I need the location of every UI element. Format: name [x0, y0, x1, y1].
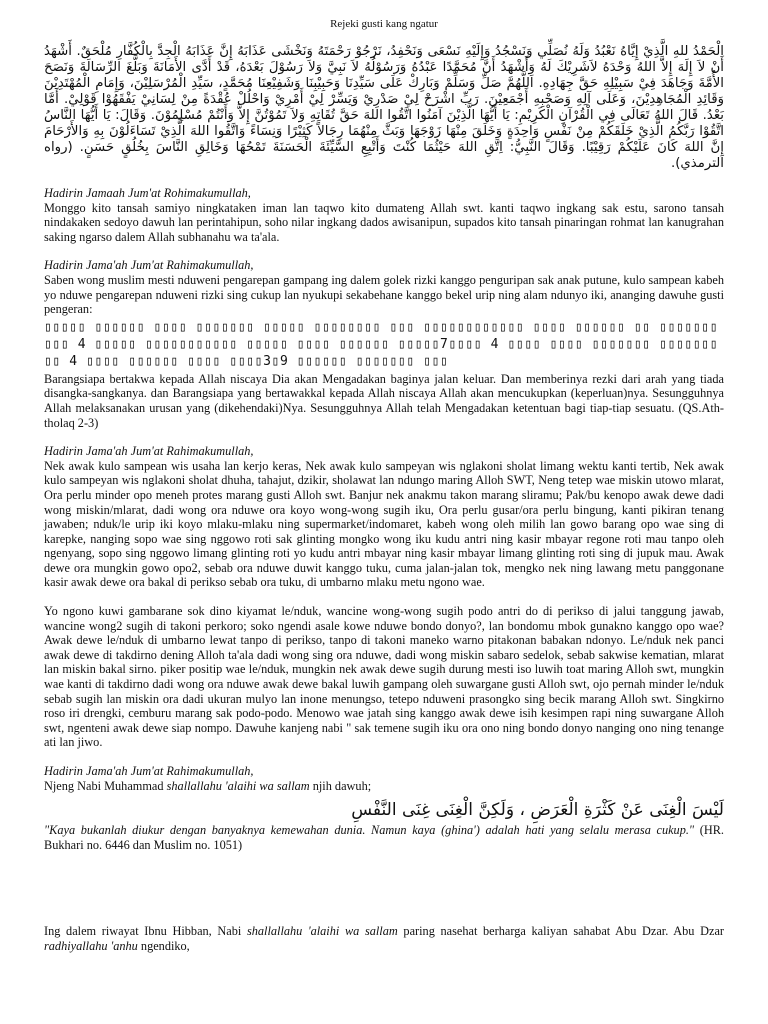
quran-verse-unrendered: ▯▯▯▯▯ ▯▯▯▯▯▯ ▯▯▯▯ ▯▯▯▯▯▯▯ ▯▯▯▯▯ ▯▯▯▯▯▯▯▯ ▯▯▯ ▯▯▯▯▯▯▯▯▯▯▯▯ ▯▯▯▯ ▯▯▯▯▯▯ ▯▯ ▯▯▯▯▯▯▯▯▯▯ 4 ▯▯▯▯▯ ▯▯▯▯▯▯▯▯▯▯▯ ▯▯▯▯▯ ▯▯▯▯ ▯▯▯▯▯▯ ▯▯▯▯▯7▯▯▯▯ 4 ▯▯▯▯ ▯▯▯▯ ▯▯▯▯▯▯▯ ▯▯▯▯▯▯▯▯▯ 4 ▯▯▯▯ ▯▯▯▯▯▯ ▯▯▯▯ ▯▯▯▯3▯9 ▯▯▯▯▯▯ ▯▯▯▯▯▯▯ ▯▯▯	[44, 319, 719, 369]
text-run: paring nasehat berharga kaliyan sahabat Abu Dzar. Abu Dzar	[397, 924, 724, 939]
honorific: shallallahu 'alaihi wa sallam	[246, 924, 398, 939]
text-run: ngendiko,	[137, 938, 190, 953]
section-heading: Hadirin Jamaah Jum'at Rohimakumullah,	[44, 186, 251, 200]
hadith-source: (HR. Bukhari no. 6446 dan Muslim no. 1051)	[44, 823, 724, 852]
paragraph: Nek awak kulo sampean wis usaha lan kerjo keras, Nek awak kulo sampeyan wis nglakoni sholat limang wektu kanti tertib, Nek awak kulo sampeyan wis nglakoni sholat dhuha, tahajut, dzikir, sholawat lan ndungo maring Alloh SWT, Neng tetep wae miskin utowo mlarat, Ora perlu minder opo meneh protes marang gusti Alloh swt. Banjur nek anakmu takon marang sliramu; Pak/bu kenopo awak dewe dadi wong miskin/mlarat, dadi wong ora nduwe ora koyo wong-wong sugih iku, Ora perlu gusar/ora perlu bingung, kanti pikiran tenang jawaben; nduk/le urip iki koyo mlaku-mlaku ning supermarket/indomaret, kabeh wong oleh milih lan gowo barang opo wae sing di karepke, nanging sopo wae sing nggowo roti sak glinting mongko wong iku kudu antri ning kasir mbayar regone roti mau tanpo oleh ngenyang, sopo sing nggowo limang glinting roti yo kudu antri mbayar ning kasir mbayar limang glinting roti sing di jupuk mau. Awak dewe ora mungkin gowo opo2, sebab ora nduwe duwit kanggo tuku, cuma jalan-jalan tok, mengko nek ning lawang metu panggonane kasir awak dewe ora bakal di perikso sebab ora tuku, di umbarno mlaku metu ngono wae.	[44, 458, 724, 590]
section-heading: Hadirin Jama'ah Jum'at Rahimakumullah,	[44, 444, 254, 459]
paragraph: Saben wong muslim mesti nduweni pengarepan gampang ing dalem golek rizki kanggo penguripan sak anak putune, kulo sampean kabeh yo nduwe pengarepan nduweni rizki sing cukup lan nyukupi sekabehane kanggo bekel urip ning alam ndunyo iki, ananging dawuhe gusti pengeran:	[44, 272, 724, 317]
paragraph	[44, 924, 724, 953]
section-heading: Hadirin Jama'ah Jum'at Rahimakumullah,	[44, 764, 254, 778]
opening-arabic-text: الْحَمْدُ للهِ الَّذِيْ إِيَّاهُ نَعْبُدُ وَلَهُ نُصَلِّي وَنَسْجُدُ وَإِلَيْهِ نَسْعَى وَنَحْفِدُ، نَرْجُوْ رَحْمَتَهُ وَنَخْشَى عَذَابَهُ إِنَّ عَذَابَهُ الْجِدَّ بِالْكُفَّارِ مُلْحَقٌ. أَشْهَدُ أَنْ لاَ إِلَهَ إِلاَّ اللهُ وَحْدَهُ لاَشَرِيْكَ لَهُ وَأَشْهَدُ أَنَّ مُحَمَّدًا عَبْدُهُ وَرَسُوْلُهُ لاَ نَبِيَّ وَلاَ رَسُوْلَ بَعْدَهُ، قَدْ أَدَّى الأَمَانَةَ وَبَلَّغَ الرِّسَالَةَ وَنَصَحَ الأُمَّةَ وَجَاهَدَ فِيْ سَبِيْلِهِ حَقَّ جِهَادِهِ. اَللَّهُمَّ صَلِّ وَسَلِّمْ وَبَارِكْ عَلَى سَيِّدِنَا وَحَبِيْبِنَا وَشَفِيْعِنَا مُحَمَّدٍ، سَيِّدِ الْمُرْسَلِيْنَ، وَإِمَامِ الْمُهْتَدِيْنَ وَقَائِدِ الْمُجَاهِدِيْنَ، وَعَلَى آلِهِ وَصَحْبِهِ أَجْمَعِيْنَ. رَبِّ اشْرَحْ لِيْ صَدْرِيْ وَيَسِّرْ لِيْ أَمْرِيْ وَاحْلُلْ عُقْدَةً مِنْ لِسَانِيْ يَفْقَهُوْا قَوْلِيْ. أَمَّا بَعْدُ. قَالَ اللهُ تَعَالَى فِي الْقُرْآنِ الْكَرِيْمِ: يَا أَيُّهَا الَّذِيْنَ آمَنُوا اتَّقُوا اللهَ حَقَّ تُقَاتِهِ وَلاَ تَمُوْتُنَّ إِلاَّ وَأَنْتُمْ مُسْلِمُوْنَ. وَقَالَ: يَا أَيُّهَا النَّاسُ اتَّقُوْا رَبَّكُمُ الَّذِيْ خَلَقَكُمْ مِنْ نَفْسٍ وَاحِدَةٍ وَخَلَقَ مِنْهَا زَوْجَهَا وَبَثَّ مِنْهُمَا رِجَالاً كَثِيْرًا وَنِسَاءً وَاتَّقُوا اللهَ الَّذِيْ تَسَاءَلُوْنَ بِهِ وَالأَرْحَامَ إِنَّ اللهَ كَانَ عَلَيْكُمْ رَقِيْبًا. وَقَالَ النَّبِيُّ: اِتَّقِ اللهَ حَيْثُمَا كُنْتَ وَأَتْبِعِ السَّيِّئَةَ الْحَسَنَةَ تَمْحُهَا وَخَالِقِ النَّاسَ بِخُلُقٍ حَسَنٍ. (رواه الترمذي).	[44, 44, 724, 171]
text-run: Ing dalem riwayat Ibnu Hibban, Nabi	[44, 924, 247, 939]
verse-translation: Barangsiapa bertakwa kepada Allah niscaya Dia akan Mengadakan baginya jalan keluar. Dan memberinya rezki dari arah yang tiada disangka-sangkanya. dan Barangsiapa yang bertawakkal kepada Allah niscaya Allah akan mencukupkan (keperluan)nya. Sesungguhnya Allah melaksanakan urusan yang (dikehendaki)Nya. Sesungguhnya Allah telah Mengadakan ketentuan bagi tiap-tiap sesuatu. (QS.Ath-tholaq 2-3)	[44, 371, 724, 430]
honorific: radhiyallahu 'anhu	[44, 938, 138, 953]
paragraph: Monggo kito tansah samiyo ningkataken iman lan taqwo kito dumateng Allah swt. kanti taqwo ingkang sak estu, sarono tansah nindakaken sedoyo dawuh lan perintahipun, soho nilar ingkang dados awisanipun, supados kito tansah pinaringan rohmat lan kanugrahan saking ngarso dalem Allah subhanahu wa ta'ala.	[44, 200, 724, 244]
honorific: shallallahu 'alaihi wa sallam	[166, 778, 310, 793]
document-title: Rejeki gusti kang ngatur	[330, 18, 438, 30]
hadith-arabic-text: لَيْسَ الْغِنَى عَنْ كَثْرَةِ الْعَرَضِ ، وَلَكِنَّ الْغِنَى غِنَى النَّفْسِ	[351, 800, 724, 821]
text-run: njih dawuh;	[309, 778, 372, 793]
hadith-translation	[44, 823, 724, 852]
paragraph: Yo ngono kuwi gambarane sok dino kiyamat le/nduk, wancine wong-wong sugih podo antri do di perikso di jalui tanggung jawab, wancine wong2 sugih di takoni perkoro; soko ngendi asale kowe nduwe bondo donyo?, lan bondomu mbok gunakno kanggo opo wae? Awak dewe le/nduk di umbarno lewat tanpo di perikso, tanpo di takoni maneko warno pitakonan babakan ndonyo. Le/nduk nek panci awak dewe di takdirno dening Alloh ta'ala dadi wong sing ora nduwe, dadi wong miskin sabaro sedelok, sebab sakwise kematian, mlarat lan miskin bakal sirno. piker positip wae le/nduk, mungkin nek awak dewe sugih durung mesti iso luwih toat maring Alloh swt, mungkin wae kanti di takdirno dadi wong ora nduwe awak dewe bakal luwih gampang oleh suwargane gusti Alloh swt, ojo pernah minder le/nduk sebab sugih lan miskin ora dadi ukuran mulyo lan inone menungso, tetepo nduweni prasongko sing becik marang Alloh swt. Singkirno roso iri drengki, cemburu marang sak podo-podo. Menowo wae jatah sing kanggo awak dewe isih kesimpen rapi ning suwargane Alloh swt, ngenteni awak dewe siap nompo. Dawuhe kanjeng nabi " sak temene sugih iku ora ono ning bondo donyo nanging ono ning tenange ati lan jiwo.	[44, 604, 724, 750]
paragraph	[44, 779, 724, 794]
section-heading: Hadirin Jama'ah Jum'at Rahimakumullah,	[44, 258, 254, 273]
hadith-translation-text: "Kaya bukanlah diukur dengan banyaknya kemewahan dunia. Namun kaya (ghina') adalah hati yang selalu merasa cukup."	[44, 823, 695, 838]
text-run: Njeng Nabi Muhammad	[44, 778, 167, 793]
